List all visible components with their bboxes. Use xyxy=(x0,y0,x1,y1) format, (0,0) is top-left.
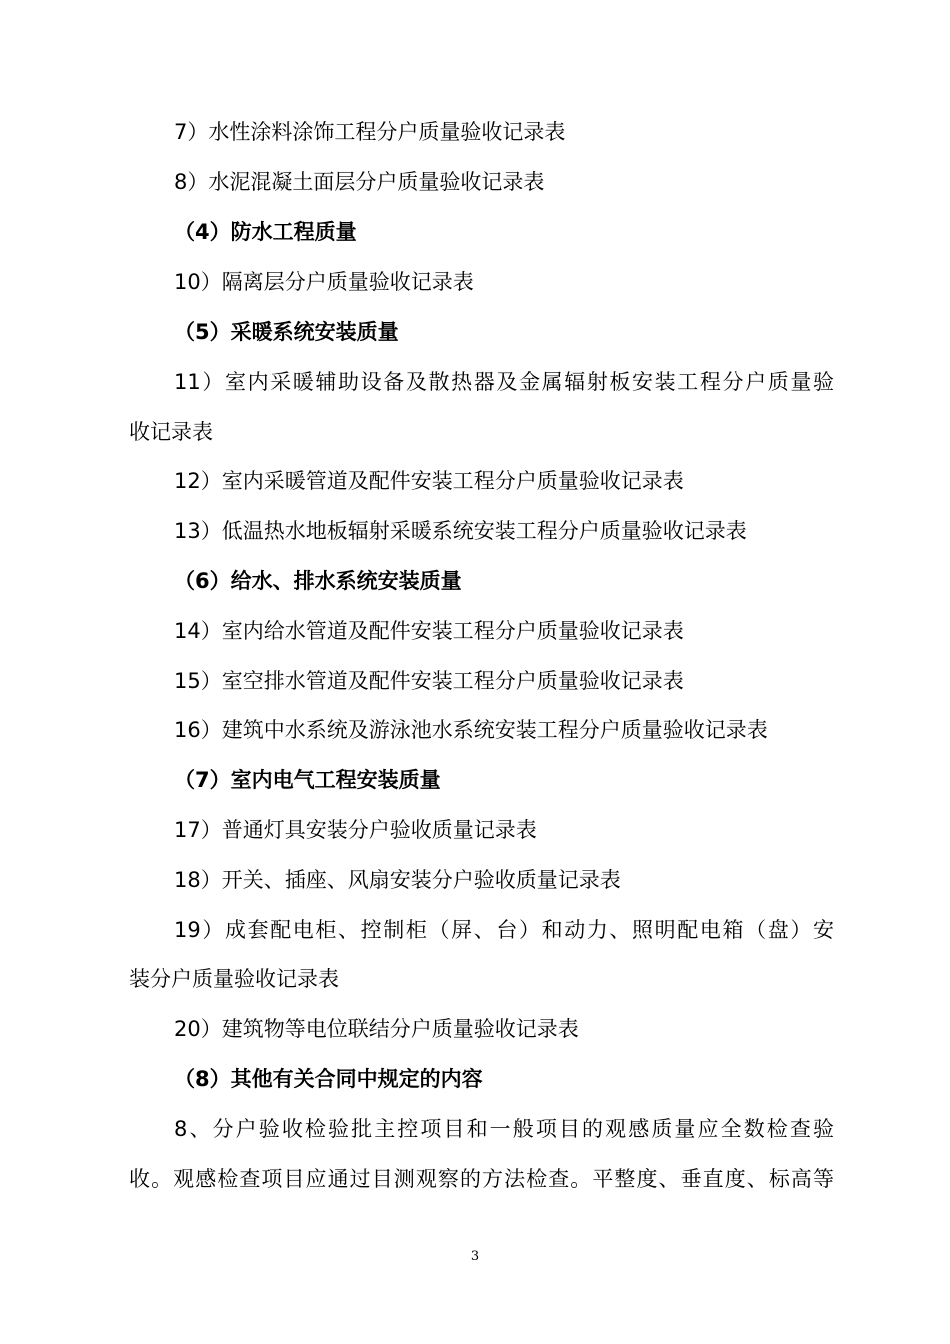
list-item: 17）普通灯具安装分户验收质量记录表 xyxy=(174,818,537,842)
list-item: 14）室内给水管道及配件安装工程分户质量验收记录表 xyxy=(174,619,684,643)
section-heading: （5）采暖系统安装质量 xyxy=(174,320,399,344)
list-item: 10）隔离层分户质量验收记录表 xyxy=(174,270,474,294)
section-heading: （4）防水工程质量 xyxy=(174,220,357,244)
list-item: 19）成套配电柜、控制柜（屏、台）和动力、照明配电箱（盘）安 xyxy=(174,918,834,942)
list-item: 18）开关、插座、风扇安装分户验收质量记录表 xyxy=(174,868,621,892)
paragraph-line: 8、分户验收检验批主控项目和一般项目的观感质量应全数检查验 xyxy=(174,1117,834,1141)
list-item-continuation: 装分户质量验收记录表 xyxy=(129,967,339,991)
section-heading: （7）室内电气工程安装质量 xyxy=(174,768,441,792)
list-item: 13）低温热水地板辐射采暖系统安装工程分户质量验收记录表 xyxy=(174,519,747,543)
list-item: 8）水泥混凝土面层分户质量验收记录表 xyxy=(174,170,545,194)
list-item-continuation: 收记录表 xyxy=(129,420,213,444)
paragraph-line: 收。观感检查项目应通过目测观察的方法检查。平整度、垂直度、标高等 xyxy=(129,1167,834,1191)
list-item: 7）水性涂料涂饰工程分户质量验收记录表 xyxy=(174,120,566,144)
list-item: 20）建筑物等电位联结分户质量验收记录表 xyxy=(174,1017,579,1041)
list-item: 11）室内采暖辅助设备及散热器及金属辐射板安装工程分户质量验 xyxy=(174,370,834,394)
list-item: 15）室空排水管道及配件安装工程分户质量验收记录表 xyxy=(174,669,684,693)
section-heading: （8）其他有关合同中规定的内容 xyxy=(174,1067,483,1091)
page-number: 3 xyxy=(470,1249,480,1264)
list-item: 16）建筑中水系统及游泳池水系统安装工程分户质量验收记录表 xyxy=(174,718,768,742)
list-item: 12）室内采暖管道及配件安装工程分户质量验收记录表 xyxy=(174,469,684,493)
section-heading: （6）给水、排水系统安装质量 xyxy=(174,569,462,593)
